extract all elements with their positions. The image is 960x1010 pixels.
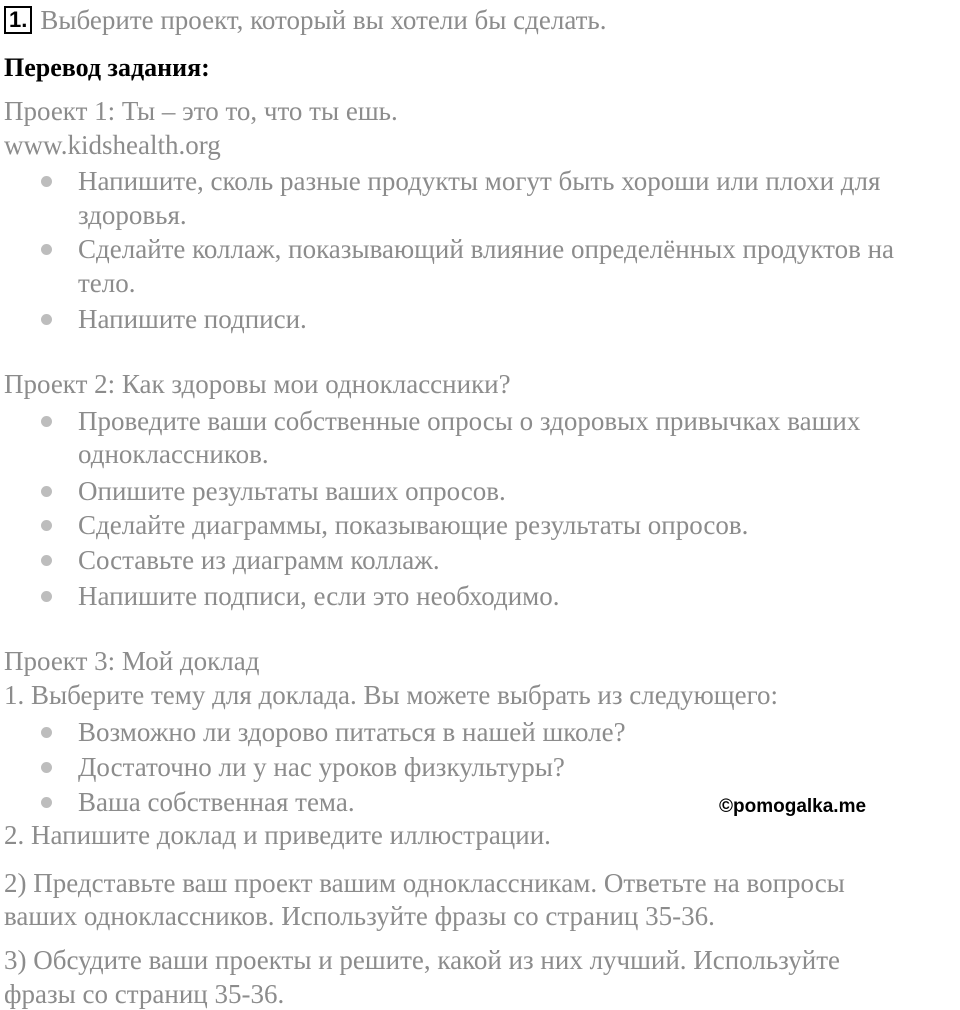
project1-bullet-1-line-2: здоровья. — [78, 200, 187, 230]
project1-title: Проект 1: Ты – это то, что ты ешь. — [4, 96, 398, 126]
project3-bullet-1: Возможно ли здорово питаться в нашей школе? — [78, 717, 626, 747]
project2-bullet-3: Сделайте диаграммы, показывающие результаты опросов. — [78, 510, 749, 540]
project2-title: Проект 2: Как здоровы мои одноклассники? — [4, 369, 511, 399]
bullet-icon — [41, 244, 52, 255]
bullet-icon — [41, 314, 52, 325]
bullet-icon — [41, 416, 52, 427]
project2-bullet-1-line-1: Проведите ваши собственные опросы о здоровых привычках ваших — [78, 406, 861, 436]
task2-line-2: ваших одноклассников. Используйте фразы со страниц 35-36. — [4, 901, 715, 931]
bullet-icon — [41, 555, 52, 566]
project3-title: Проект 3: Мой доклад — [4, 646, 260, 676]
task-line — [4, 4, 607, 36]
project3-step2: 2. Напишите доклад и приведите иллюстрации. — [4, 820, 551, 850]
project2-bullet-4: Составьте из диаграмм коллаж. — [78, 545, 440, 575]
project1-bullet-3: Напишите подписи. — [78, 304, 307, 334]
task-number-box: 1. — [4, 6, 32, 34]
bullet-icon — [41, 762, 52, 773]
bullet-icon — [41, 520, 52, 531]
project3-bullet-3: Ваша собственная тема. — [78, 787, 355, 817]
project1-bullet-1-line-1: Напишите, сколь разные продукты могут быть хороши или плохи для — [78, 166, 881, 196]
project3-step1: 1. Выберите тему для доклада. Вы можете выбрать из следующего: — [4, 680, 778, 710]
watermark: ©pomogalka.me — [719, 796, 867, 817]
task3-line-1: 3) Обсудите ваши проекты и решите, какой из них лучший. Используйте — [4, 945, 840, 975]
bullet-icon — [41, 486, 52, 497]
task2-line-1: 2) Представьте ваш проект вашим одноклассникам. Ответьте на вопросы — [4, 868, 845, 898]
bullet-icon — [41, 591, 52, 602]
project2-bullet-1-line-2: одноклассников. — [78, 439, 269, 469]
project1-bullet-2-line-2: тело. — [78, 268, 136, 298]
project3-bullet-2: Достаточно ли у нас уроков физкультуры? — [78, 752, 565, 782]
bullet-icon — [41, 176, 52, 187]
translation-heading: Перевод задания: — [4, 53, 210, 82]
project1-website: www.kidshealth.org — [4, 130, 221, 160]
bullet-icon — [41, 727, 52, 738]
project2-bullet-5: Напишите подписи, если это необходимо. — [78, 581, 560, 611]
task3-line-2: фразы со страниц 35-36. — [4, 979, 285, 1009]
project2-bullet-2: Опишите результаты ваших опросов. — [78, 476, 506, 506]
bullet-icon — [41, 797, 52, 808]
task-text: Выберите проект, который вы хотели бы сделать. — [40, 5, 607, 35]
project1-bullet-2-line-1: Сделайте коллаж, показывающий влияние определённых продуктов на — [78, 234, 895, 264]
